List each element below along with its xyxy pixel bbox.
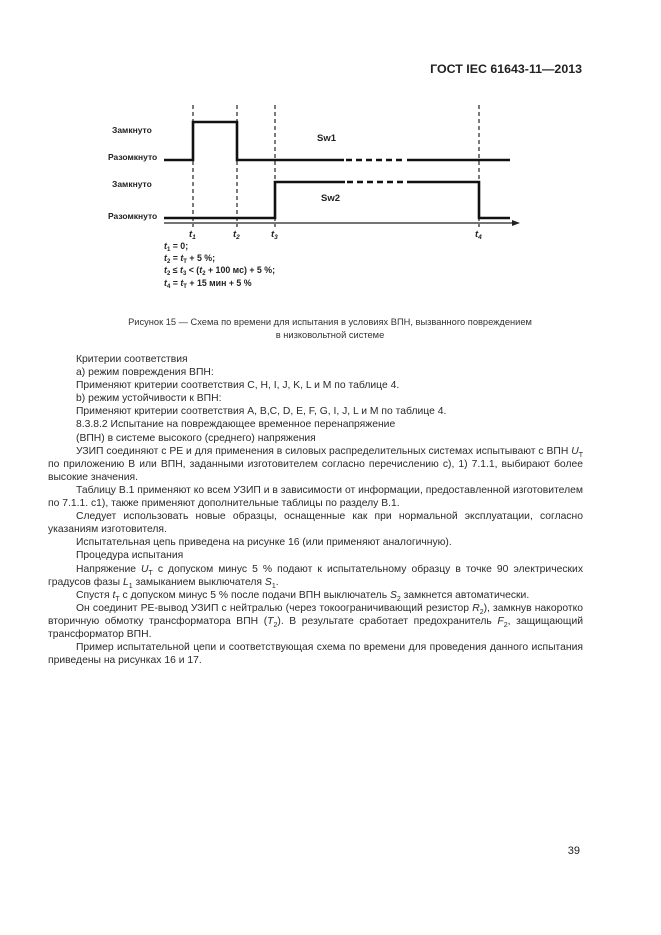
- formula-3: $t_2 \le t_3 < (t_2 + 100$ мс) + 5 %;: [164, 265, 276, 277]
- paragraph: Применяют критерии соответствия C, H, I, J, K, L и M по таблице 4.: [76, 380, 400, 392]
- label-open-sw2: Разомкнуто: [108, 211, 158, 221]
- tick-t4: $t_4$: [475, 229, 482, 241]
- body-text: [48, 353, 583, 667]
- section-heading: 8.3.8.2 Испытание на повреждающее временное перенапряжение: [76, 419, 396, 431]
- formula-2: $t_2 = t_T + 5$ %;: [164, 253, 216, 265]
- sw1-waveform: [164, 122, 510, 160]
- label-closed-sw2: Замкнуто: [112, 179, 152, 189]
- paragraph: Спустя $t_T$ с допуском минус 5 % после подачи ВПН выключатель $S_2$ замкнется автоматически.: [76, 589, 530, 603]
- formula-4: $t_4 = t_T + 15$ мин + 5 %: [164, 278, 252, 290]
- tick-t2: $t_2$: [233, 229, 240, 241]
- document-header: ГОСТ IEC 61643-11—2013: [430, 62, 582, 76]
- caption-line-1: Рисунок 15 — Схема по времени для испытания в условиях ВПН, вызванного повреждением: [128, 317, 532, 327]
- sw1-label: Sw1: [317, 133, 337, 144]
- page-number: 39: [567, 845, 580, 857]
- paragraph: Применяют критерии соответствия A, B,C, D, E, F, G, I, J, L и M по таблице 4.: [76, 406, 447, 418]
- paragraph: Процедура испытания: [76, 550, 184, 562]
- timing-diagram: [0, 0, 661, 300]
- paragraph: Критерии соответствия: [76, 354, 188, 365]
- tick-t3: $t_3$: [271, 229, 278, 241]
- label-closed-sw1: Замкнуто: [112, 125, 152, 135]
- sw2-label: Sw2: [321, 193, 341, 204]
- paragraph: Испытательная цепь приведена на рисунке 16 (или применяют аналогичную).: [76, 537, 452, 549]
- paragraph: Напряжение $U_T$ с допуском минус 5 % подают к испытательному образцу в точке 90 электрических градусов фазы $L_1$ замыканием выключателя $S_1$.: [48, 563, 583, 590]
- formula-1: $t_1 = 0$;: [164, 241, 189, 253]
- paragraph: УЗИП соединяют с PE и для применения в силовых распределительных системах испытывают с ВПН $U_T$ по приложению B или ВПН, заданными изготовителем согласно перечислению c), 1) 7.1.1, выбирают более высокие значения.: [48, 445, 583, 483]
- paragraph: Он соединит PE-вывод УЗИП с нейтралью (через токоограничивающий резистор $R_2$), замкнув накоротко вторичную обмотку трансформатора ВПН $(T_2)$. В результате сработает предохранитель $F_2$, защищающий трансформатор ВПН.: [48, 602, 583, 640]
- section-heading-cont: (ВПН) в системе высокого (среднего) напряжения: [76, 432, 316, 444]
- paragraph: b) режим устойчивости к ВПН:: [76, 393, 222, 405]
- figure-caption: [90, 316, 570, 341]
- time-axis-arrow: [512, 220, 520, 226]
- paragraph: Следует использовать новые образцы, оснащенные как при нормальной эксплуатации, согласно указаниям изготовителя.: [48, 511, 583, 536]
- paragraph: Таблицу B.1 применяют ко всем УЗИП и в зависимости от информации, предоставленной изготовителем по 7.1.1. c1), также применяют дополнительные таблицы по разделу B.1.: [48, 484, 583, 510]
- label-open-sw1: Разомкнуто: [108, 152, 158, 162]
- caption-line-2: в низковольтной системе: [275, 329, 385, 340]
- paragraph: a) режим повреждения ВПН:: [76, 367, 214, 379]
- paragraph: Пример испытательной цепи и соответствующая схема по времени для проведения данного испытания приведены на рисунках 16 и 17.: [48, 642, 583, 667]
- tick-t1: $t_1$: [189, 229, 196, 241]
